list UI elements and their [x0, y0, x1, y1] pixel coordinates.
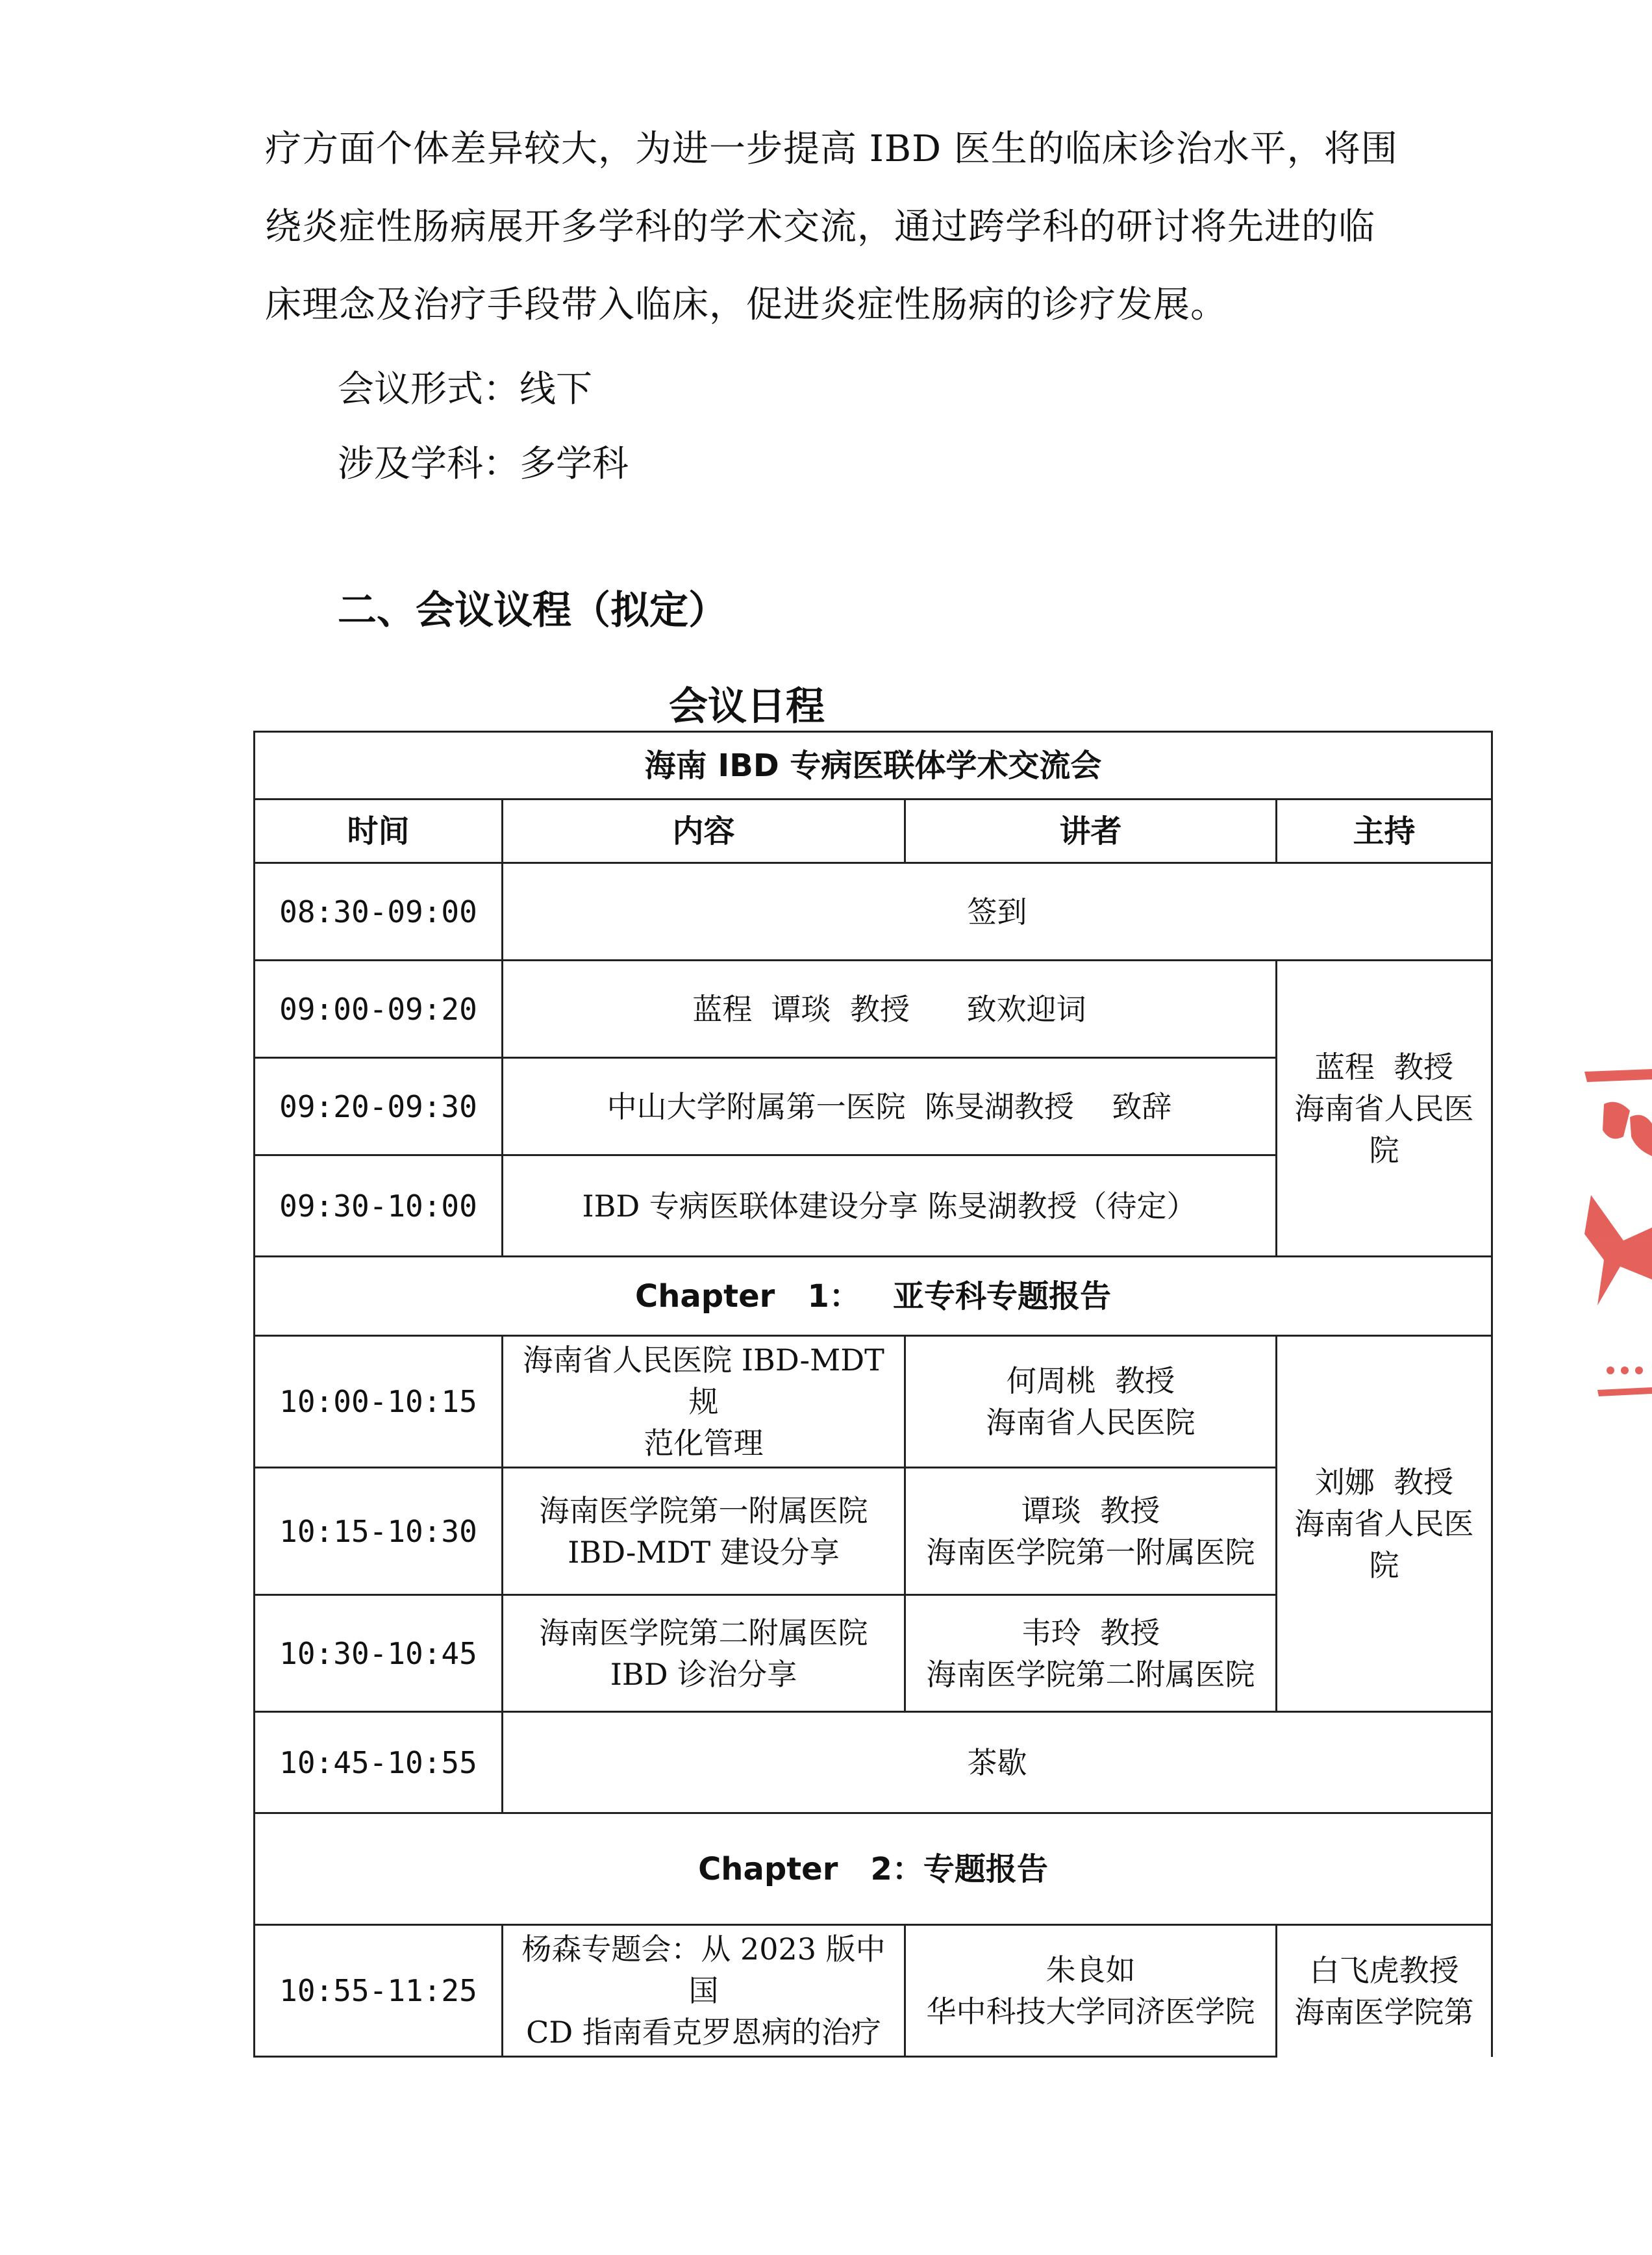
content-cell: IBD 专病医联体建设分享 陈旻湖教授（待定）: [503, 1155, 1277, 1257]
meeting-format: 会议形式：线下: [338, 368, 592, 410]
table-row: [255, 863, 1492, 961]
table-row: [255, 1712, 1492, 1813]
header-host: 主持: [1277, 800, 1492, 863]
schedule-table: [253, 731, 1493, 2058]
header-speaker: 讲者: [905, 800, 1277, 863]
content-line: CD 指南看克罗恩病的治疗: [526, 2015, 881, 2050]
time-cell: 09:00-09:20: [255, 961, 503, 1058]
content-line: 范化管理: [644, 1426, 764, 1461]
content-line: 杨森专题会：从 2023 版中国: [521, 1932, 886, 2008]
table-row: [255, 961, 1492, 1058]
content-cell: [503, 1595, 905, 1712]
time-cell: 10:45-10:55: [255, 1712, 503, 1813]
host-line: 海南省人民医: [1294, 1090, 1474, 1126]
time-cell: 10:55-11:25: [255, 1925, 503, 2057]
disciplines: 涉及学科：多学科: [338, 443, 629, 485]
content-line: IBD-MDT 建设分享: [568, 1534, 840, 1570]
intro-paragraph: [265, 110, 1398, 344]
table-row: [255, 1925, 1492, 2057]
content-line: 海南省人民医院 IBD-MDT 规: [523, 1342, 884, 1419]
speaker-line: 海南医学院第二附属医院: [926, 1656, 1255, 1692]
speaker-line: 谭琰 教授: [1021, 1493, 1160, 1528]
host-cell: [1277, 961, 1492, 1257]
chapter2-banner: Chapter 2：专题报告: [255, 1813, 1492, 1925]
content-line: 海南医学院第二附属医院: [539, 1615, 868, 1650]
speaker-cell: [905, 1925, 1277, 2057]
chapter1-banner: Chapter 1： 亚专科专题报告: [255, 1257, 1492, 1336]
intro-line: 绕炎症性肠病展开多学科的学术交流，通过跨学科的研讨将先进的临: [265, 206, 1375, 248]
schedule-banner: 海南 IBD 专病医联体学术交流会: [255, 732, 1492, 800]
header-time: 时间: [255, 800, 503, 863]
time-cell: 09:30-10:00: [255, 1155, 503, 1257]
header-content: 内容: [503, 800, 905, 863]
time-cell: 10:00-10:15: [255, 1336, 503, 1468]
speaker-cell: [905, 1595, 1277, 1712]
time-cell: 10:15-10:30: [255, 1468, 503, 1595]
content-cell: [503, 1925, 905, 2057]
content-cell: 中山大学附属第一医院 陈旻湖教授 致辞: [503, 1058, 1277, 1155]
speaker-line: 海南省人民医院: [986, 1405, 1195, 1440]
host-line: 蓝程 教授: [1314, 1049, 1454, 1085]
host-line: 海南医学院第: [1294, 1994, 1474, 2030]
section-heading: 二、会议议程（拟定）: [338, 588, 727, 633]
time-cell: 08:30-09:00: [255, 863, 503, 961]
speaker-line: 韦玲 教授: [1021, 1615, 1160, 1650]
table-row: [255, 1336, 1492, 1468]
speaker-line: 何周桃 教授: [1006, 1363, 1175, 1398]
speaker-cell: [905, 1468, 1277, 1595]
intro-line: 床理念及治疗手段带入临床，促进炎症性肠病的诊疗发展。: [265, 284, 1227, 326]
host-line: 海南省人民医: [1294, 1506, 1474, 1541]
tea-cell: 茶歇: [503, 1712, 1492, 1813]
content-cell: 蓝程 谭琰 教授 致欢迎词: [503, 961, 1277, 1058]
host-cell: [1277, 1925, 1492, 2057]
host-line: 院: [1369, 1548, 1399, 1583]
content-line: IBD 诊治分享: [610, 1656, 797, 1692]
content-line: 海南医学院第一附属医院: [539, 1493, 868, 1528]
speaker-line: 海南医学院第一附属医院: [926, 1534, 1255, 1570]
time-cell: 09:20-09:30: [255, 1058, 503, 1155]
table-title: 会议日程: [669, 684, 825, 729]
host-line: 刘娜 教授: [1314, 1465, 1454, 1500]
host-cell: [1277, 1336, 1492, 1712]
host-line: 白飞虎教授: [1309, 1952, 1459, 1988]
speaker-cell: [905, 1336, 1277, 1468]
content-cell: [503, 1468, 905, 1595]
speaker-line: 朱良如: [1045, 1952, 1136, 1987]
speaker-line: 华中科技大学同济医学院: [926, 1994, 1255, 2029]
red-seal-fragment-icon: [1558, 1065, 1652, 1416]
intro-line: 疗方面个体差异较大，为进一步提高 IBD 医生的临床诊治水平，将围: [265, 128, 1398, 170]
signin-cell: 签到: [503, 863, 1492, 961]
time-cell: 10:30-10:45: [255, 1595, 503, 1712]
host-line: 院: [1369, 1132, 1399, 1168]
content-cell: [503, 1336, 905, 1468]
